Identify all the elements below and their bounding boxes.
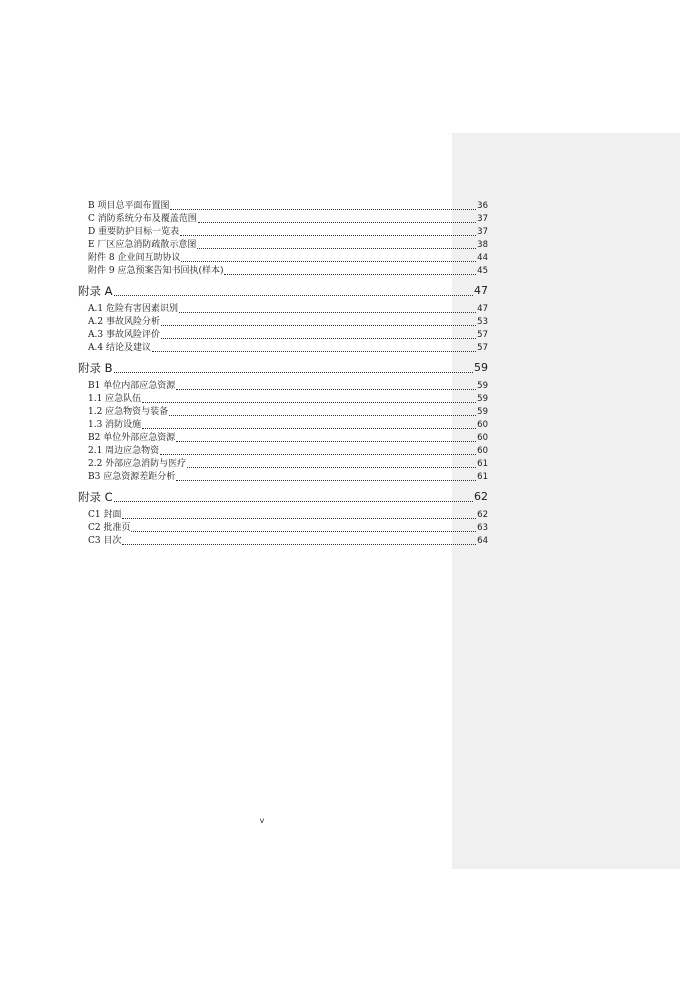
toc-entry-label: C3 目次 bbox=[88, 536, 122, 546]
dot-leader bbox=[198, 214, 476, 223]
toc-entry-page: 62 bbox=[474, 490, 488, 503]
toc-entry-page: 59 bbox=[477, 381, 488, 391]
toc-entry[interactable] bbox=[78, 393, 488, 406]
toc-entry[interactable] bbox=[78, 380, 488, 393]
toc-entry-label: 附录 C bbox=[78, 490, 113, 504]
toc-entry-page: 64 bbox=[477, 536, 488, 546]
toc-entry[interactable] bbox=[78, 200, 488, 213]
toc-entry-page: 57 bbox=[477, 343, 488, 353]
toc-entry-page: 63 bbox=[477, 523, 488, 533]
toc-entry[interactable] bbox=[78, 342, 488, 355]
toc-entry-label: 附件 8 企业间互助协议 bbox=[88, 253, 181, 263]
toc-entry-label: A.2 事故风险分析 bbox=[88, 317, 160, 327]
toc-entry-page: 60 bbox=[477, 420, 488, 430]
toc-entry[interactable] bbox=[78, 329, 488, 342]
dot-leader bbox=[114, 285, 473, 296]
dot-leader bbox=[161, 330, 476, 339]
toc-entry[interactable] bbox=[78, 226, 488, 239]
toc-entry-label: B2 单位外部应急资源 bbox=[88, 433, 176, 443]
toc-entry[interactable] bbox=[78, 239, 488, 252]
page-number: v bbox=[259, 816, 265, 825]
dot-leader bbox=[114, 362, 473, 373]
dot-leader bbox=[122, 536, 476, 545]
toc-entry-label: 2.2 外部应急消防与医疗 bbox=[88, 459, 187, 469]
toc-entry[interactable] bbox=[78, 471, 488, 484]
toc-entry-label: D 重要防护目标一览表 bbox=[88, 227, 180, 237]
toc-entry-page: 59 bbox=[477, 407, 488, 417]
toc-entry-page: 62 bbox=[477, 510, 488, 520]
toc-entry-label: 附件 9 应急预案告知书回执(样本) bbox=[88, 266, 224, 276]
toc-heading-entry[interactable] bbox=[78, 359, 488, 377]
dot-leader bbox=[179, 304, 476, 313]
dot-leader bbox=[122, 510, 476, 519]
toc-entry-label: A.4 结论及建议 bbox=[88, 343, 151, 353]
toc-entry[interactable] bbox=[78, 509, 488, 522]
dot-leader bbox=[161, 317, 476, 326]
toc-entry-page: 45 bbox=[477, 266, 488, 276]
toc-entry-label: 附录 B bbox=[78, 361, 113, 375]
toc-entry-label: 附录 A bbox=[78, 284, 113, 298]
dot-leader bbox=[160, 446, 476, 455]
toc-entry-label: 1.2 应急物资与装备 bbox=[88, 407, 169, 417]
toc-entry-page: 61 bbox=[477, 472, 488, 482]
dot-leader bbox=[176, 381, 476, 390]
table-of-contents bbox=[78, 200, 488, 548]
dot-leader bbox=[142, 394, 476, 403]
toc-entry-label: E 厂区应急消防疏散示意图 bbox=[88, 240, 197, 250]
toc-entry[interactable] bbox=[78, 432, 488, 445]
dot-leader bbox=[187, 459, 476, 468]
dot-leader bbox=[180, 227, 476, 236]
toc-entry[interactable] bbox=[78, 406, 488, 419]
toc-entry-label: A.1 危险有害因素识别 bbox=[88, 304, 178, 314]
toc-entry-label: A.3 事故风险评价 bbox=[88, 330, 160, 340]
toc-entry-page: 37 bbox=[477, 214, 488, 224]
toc-entry-page: 47 bbox=[474, 284, 488, 297]
dot-leader bbox=[142, 420, 476, 429]
dot-leader bbox=[114, 491, 473, 502]
dot-leader bbox=[176, 433, 476, 442]
dot-leader bbox=[181, 253, 476, 262]
toc-entry-label: B 项目总平面布置图 bbox=[88, 201, 170, 211]
toc-entry-page: 44 bbox=[477, 253, 488, 263]
toc-entry-page: 61 bbox=[477, 459, 488, 469]
toc-entry-label: 1.3 消防设施 bbox=[88, 420, 142, 430]
toc-entry-page: 38 bbox=[477, 240, 488, 250]
toc-entry-page: 53 bbox=[477, 317, 488, 327]
dot-leader bbox=[152, 343, 476, 352]
toc-entry-label: C 消防系统分布及覆盖范围 bbox=[88, 214, 197, 224]
toc-entry-page: 59 bbox=[474, 361, 488, 374]
toc-entry[interactable] bbox=[78, 522, 488, 535]
toc-entry-label: B3 应急资源差距分析 bbox=[88, 472, 176, 482]
toc-entry-page: 36 bbox=[477, 201, 488, 211]
dot-leader bbox=[169, 407, 476, 416]
toc-entry[interactable] bbox=[78, 419, 488, 432]
toc-entry[interactable] bbox=[78, 316, 488, 329]
toc-entry-page: 57 bbox=[477, 330, 488, 340]
toc-entry-label: C2 批准页 bbox=[88, 523, 131, 533]
toc-entry[interactable] bbox=[78, 303, 488, 316]
toc-entry-label: 1.1 应急队伍 bbox=[88, 394, 142, 404]
dot-leader bbox=[224, 266, 476, 275]
dot-leader bbox=[131, 523, 476, 532]
dot-leader bbox=[170, 201, 476, 210]
toc-entry-page: 37 bbox=[477, 227, 488, 237]
toc-heading-entry[interactable] bbox=[78, 488, 488, 506]
toc-entry[interactable] bbox=[78, 458, 488, 471]
toc-entry-page: 47 bbox=[477, 304, 488, 314]
toc-entry[interactable] bbox=[78, 252, 488, 265]
toc-entry-label: 2.1 周边应急物资 bbox=[88, 446, 160, 456]
toc-entry-page: 60 bbox=[477, 446, 488, 456]
toc-entry[interactable] bbox=[78, 445, 488, 458]
toc-heading-entry[interactable] bbox=[78, 282, 488, 300]
toc-entry-page: 59 bbox=[477, 394, 488, 404]
dot-leader bbox=[176, 472, 476, 481]
toc-entry-label: B1 单位内部应急资源 bbox=[88, 381, 176, 391]
toc-entry[interactable] bbox=[78, 213, 488, 226]
toc-entry[interactable] bbox=[78, 535, 488, 548]
toc-entry[interactable] bbox=[78, 265, 488, 278]
toc-entry-page: 60 bbox=[477, 433, 488, 443]
dot-leader bbox=[197, 240, 476, 249]
toc-entry-label: C1 封面 bbox=[88, 510, 122, 520]
